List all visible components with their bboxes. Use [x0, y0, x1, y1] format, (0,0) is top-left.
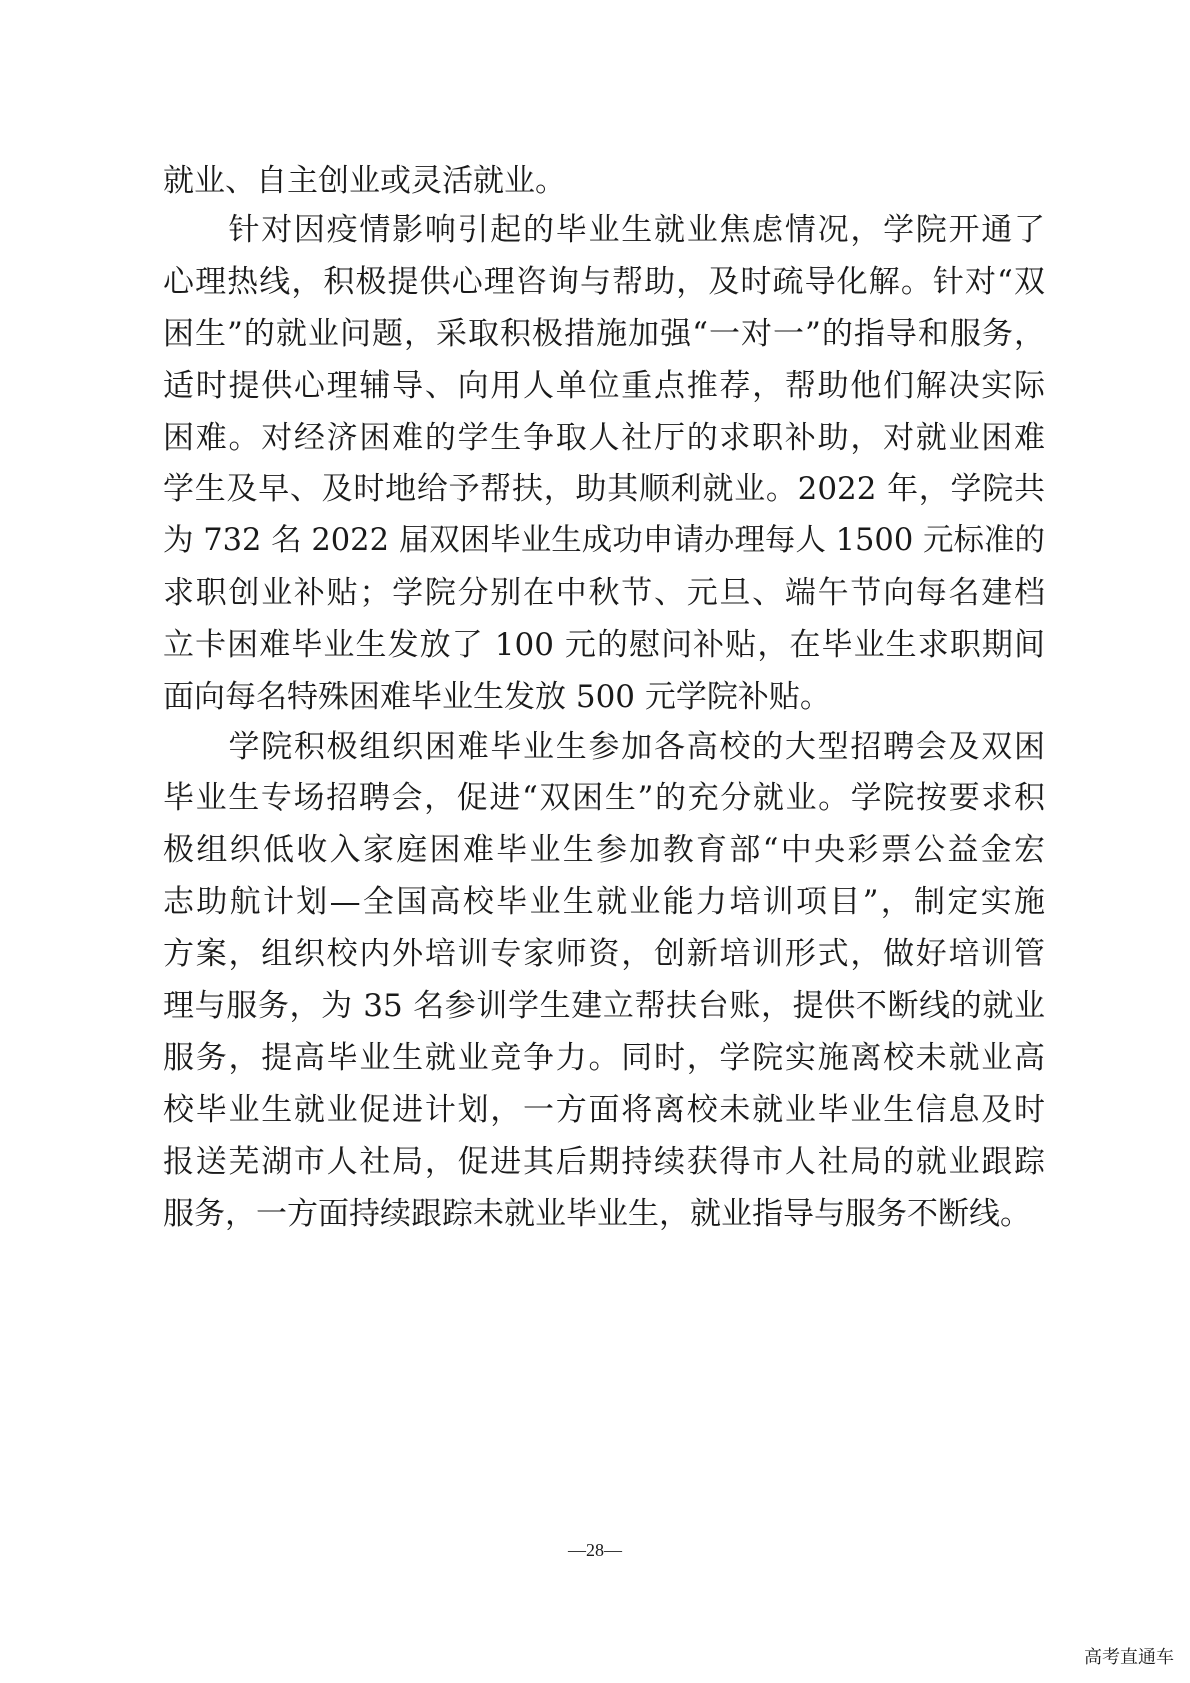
body-line-14: 极组织低收入家庭困难毕业生参加教育部“中央彩票公益金宏	[163, 832, 1045, 868]
body-line-19: 校毕业生就业促进计划，一方面将离校未就业毕业生信息及时	[163, 1092, 1045, 1128]
body-line-4: 困生”的就业问题，采取积极措施加强“一对一”的指导和服务，	[163, 316, 1045, 352]
body-line-17: 理与服务，为 35 名参训学生建立帮扶台账，提供不断线的就业	[163, 988, 1045, 1024]
body-line-11: 面向每名特殊困难毕业生发放 500 元学院补贴。	[163, 679, 831, 715]
body-line-10: 立卡困难毕业生发放了 100 元的慰问补贴，在毕业生求职期间	[163, 627, 1045, 663]
body-line-2: 针对因疫情影响引起的毕业生就业焦虑情况，学院开通了	[163, 212, 1045, 248]
body-line-3: 心理热线，积极提供心理咨询与帮助，及时疏导化解。针对“双	[163, 264, 1045, 300]
body-line-6: 困难。对经济困难的学生争取人社厅的求职补助，对就业困难	[163, 420, 1045, 456]
body-line-5: 适时提供心理辅导、向用人单位重点推荐，帮助他们解决实际	[163, 368, 1045, 404]
watermark-label: 高考直通车	[1084, 1647, 1174, 1668]
body-line-13: 毕业生专场招聘会，促进“双困生”的充分就业。学院按要求积	[163, 780, 1045, 816]
body-line-7: 学生及早、及时地给予帮扶，助其顺利就业。2022 年，学院共	[163, 471, 1045, 507]
body-line-12: 学院积极组织困难毕业生参加各高校的大型招聘会及双困	[163, 729, 1045, 765]
body-line-20: 报送芜湖市人社局，促进其后期持续获得市人社局的就业跟踪	[163, 1144, 1045, 1180]
body-line-9: 求职创业补贴；学院分别在中秋节、元旦、端午节向每名建档	[163, 575, 1045, 611]
body-line-15: 志助航计划—全国高校毕业生就业能力培训项目”，制定实施	[163, 884, 1045, 920]
body-line-1: 就业、自主创业或灵活就业。	[163, 163, 566, 199]
body-line-18: 服务，提高毕业生就业竞争力。同时，学院实施离校未就业高	[163, 1040, 1045, 1076]
body-line-8: 为 732 名 2022 届双困毕业生成功申请办理每人 1500 元标准的	[163, 523, 1045, 558]
body-line-21: 服务，一方面持续跟踪未就业毕业生，就业指导与服务不断线。	[163, 1196, 1031, 1232]
body-line-16: 方案，组织校内外培训专家师资，创新培训形式，做好培训管	[163, 936, 1045, 972]
page-number: —28—	[568, 1540, 622, 1560]
